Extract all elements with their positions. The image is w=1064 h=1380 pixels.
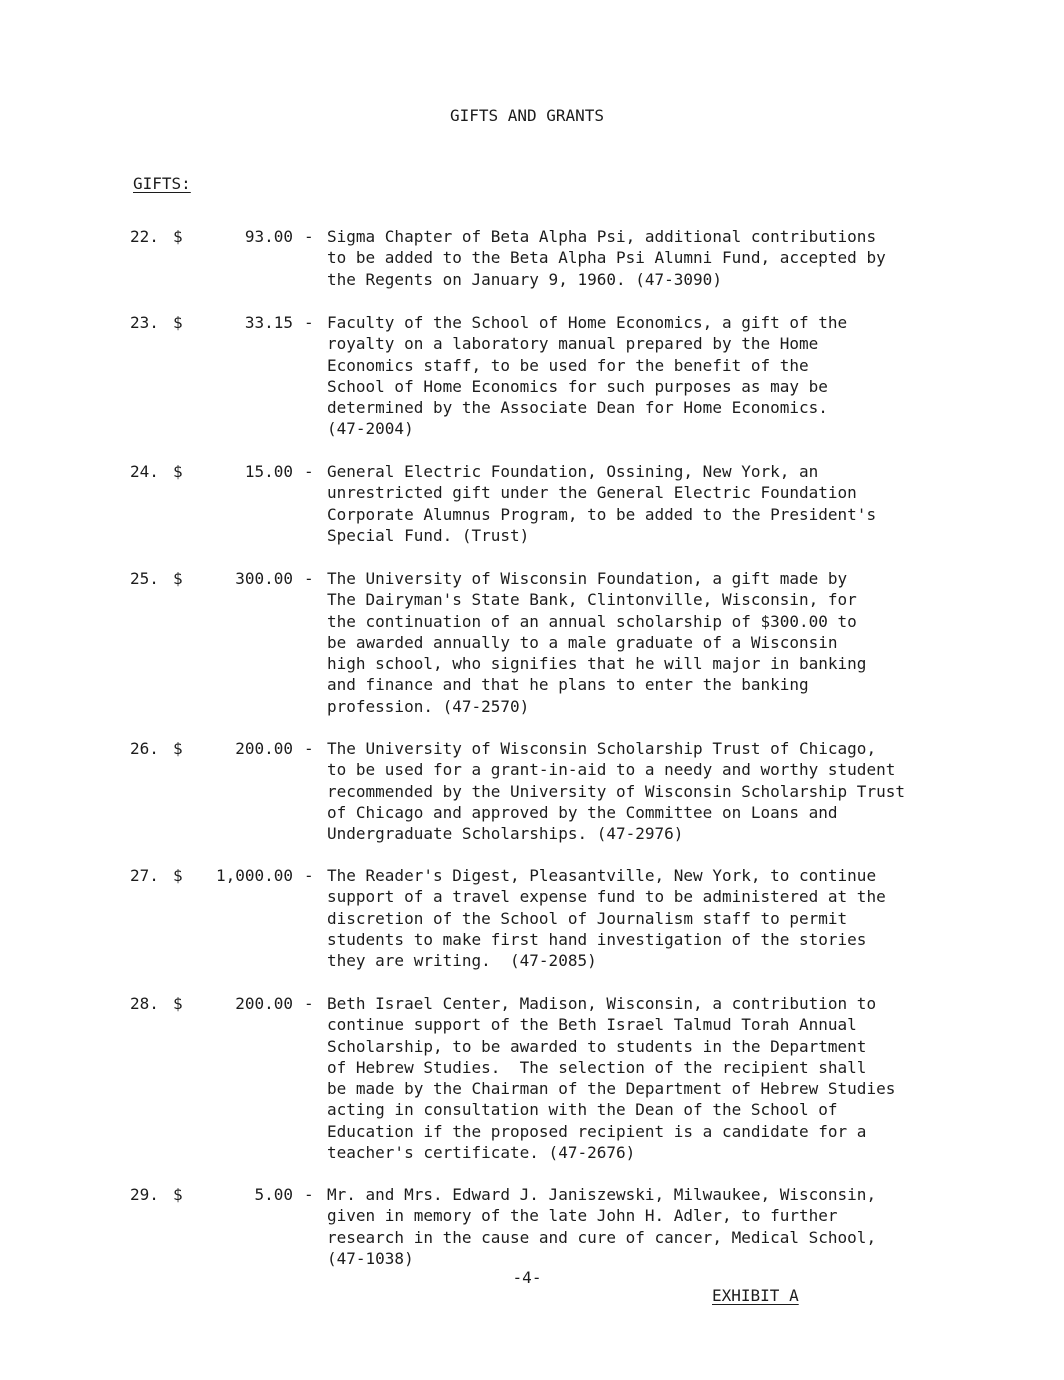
gift-entry-amount: 93.00 xyxy=(244,227,293,246)
gift-entry-currency: $ xyxy=(173,227,183,246)
gift-entry-amount: 200.00 xyxy=(235,739,293,758)
gift-entry-number: 24. xyxy=(130,462,159,481)
gift-entry-amount: 200.00 xyxy=(235,994,293,1013)
gift-entry-dash: - xyxy=(304,313,314,332)
gift-entry-currency: $ xyxy=(173,994,183,1013)
gift-entry-currency: $ xyxy=(173,313,183,332)
gift-entry-currency: $ xyxy=(173,739,183,758)
gift-entry-number: 23. xyxy=(130,313,159,332)
gift-entry-dash: - xyxy=(304,994,314,1013)
gift-entry-currency: $ xyxy=(173,1185,183,1204)
gift-entry-currency: $ xyxy=(173,569,183,588)
gift-entry-amount: 1,000.00 xyxy=(215,866,293,885)
gift-entry-description: Faculty of the School of Home Economics, a gift of the royalty on a laboratory manual prepared by the Home Economics staff, to be used for the benefit of the School of Home Economics for such purposes as may be determined by the Associate Dean for Home Economics. (47-2004) xyxy=(327,313,848,439)
page-title: GIFTS AND GRANTS xyxy=(449,106,605,125)
gift-entry-dash: - xyxy=(304,227,314,246)
gift-entry-dash: - xyxy=(304,739,314,758)
gift-entry-description: Beth Israel Center, Madison, Wisconsin, a contribution to continue support of the Beth Israel Talmud Torah Annual Scholarship, to be awarded to students in the Department of Hebrew Studies. The selection of the recipient shall be made by the Chairman of the Department of Hebrew Studies acting in consultation with the Dean of the School of Education if the proposed recipient is a candidate for a teacher's certificate. (47-2676) xyxy=(327,994,896,1163)
exhibit-label: EXHIBIT A xyxy=(712,1286,799,1305)
gift-entry-amount: 300.00 xyxy=(235,569,293,588)
gift-entry-number: 28. xyxy=(130,994,159,1013)
gift-entry-dash: - xyxy=(304,569,314,588)
gift-entry-description: Sigma Chapter of Beta Alpha Psi, additional contributions to be added to the Beta Alpha Psi Alumni Fund, accepted by the Regents on January 9, 1960. (47-3090) xyxy=(327,227,886,289)
gift-entry-number: 25. xyxy=(130,569,159,588)
gift-entry-description: The University of Wisconsin Foundation, a gift made by The Dairyman's State Bank, Clintonville, Wisconsin, for the continuation of an annual scholarship of $300.00 to be awarded annually to a male graduate of a Wisconsin high school, who signifies that he will major in banking and finance and that he plans to enter the banking profession. (47-2570) xyxy=(327,569,867,716)
gift-entry-amount: 33.15 xyxy=(244,313,293,332)
gift-entry-description: The Reader's Digest, Pleasantville, New York, to continue support of a travel expense fund to be administered at the discretion of the School of Journalism staff to permit students to make first hand investigation of the stories they are writing. (47-2085) xyxy=(327,866,886,971)
gift-entry-number: 29. xyxy=(130,1185,159,1204)
gift-entry-description: The University of Wisconsin Scholarship Trust of Chicago, to be used for a grant-in-aid to a needy and worthy student recommended by the University of Wisconsin Scholarship Trust of Chicago and approved by the Committee on Loans and Undergraduate Scholarships. (47-2976) xyxy=(327,739,905,844)
gift-entry-number: 27. xyxy=(130,866,159,885)
gift-entry-description: General Electric Foundation, Ossining, New York, an unrestricted gift under the General Electric Foundation Corporate Alumnus Program, to be added to the President's Special Fund. (Trust) xyxy=(327,462,877,545)
gift-entry-amount: 5.00 xyxy=(254,1185,293,1204)
gift-entry-dash: - xyxy=(304,866,314,885)
section-heading-gifts: GIFTS: xyxy=(133,174,191,193)
gift-entry-number: 22. xyxy=(130,227,159,246)
gift-entry-number: 26. xyxy=(130,739,159,758)
page-number: -4- xyxy=(512,1268,542,1287)
gift-entry-dash: - xyxy=(304,462,314,481)
gift-entry-description: Mr. and Mrs. Edward J. Janiszewski, Milwaukee, Wisconsin, given in memory of the late John H. Adler, to further research in the cause and cure of cancer, Medical School, (47-1038) xyxy=(327,1185,877,1268)
gift-entry-amount: 15.00 xyxy=(244,462,293,481)
gift-entry-dash: - xyxy=(304,1185,314,1204)
gift-entry-currency: $ xyxy=(173,866,183,885)
gift-entry-currency: $ xyxy=(173,462,183,481)
